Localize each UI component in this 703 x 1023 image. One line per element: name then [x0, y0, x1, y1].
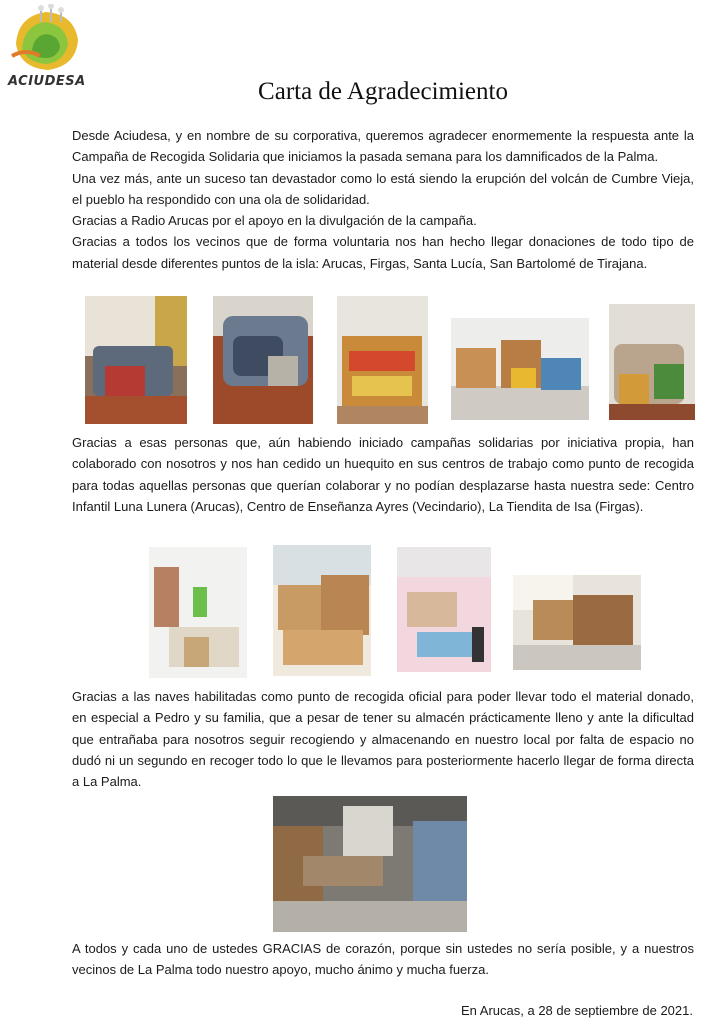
- donations-photo-4: [451, 318, 589, 420]
- donations-photo-1: [85, 296, 187, 424]
- donations-photo-5: [609, 304, 695, 420]
- collection-point-photo-2: [273, 545, 371, 676]
- collection-point-photo-1: [149, 547, 247, 678]
- page-title: Carta de Agradecimiento: [258, 78, 508, 105]
- paragraph-collection-points: Gracias a esas personas que, aún habiendo iniciado campañas solidarias por iniciativa propia, han colaborado con nosotros y nos han cedido un huequito en sus centros de trabajo como punto de recogida para todas aquellas personas que querían colaborar y no podían desplazarse hasta nuestra sede: Centro Infantil Luna Lunera (Arucas), Centro de Enseñanza Ayres (Vecindario), La Tiendita de Isa (Firgas).: [72, 435, 694, 514]
- date-line: En Arucas, a 28 de septiembre de 2021.: [461, 1003, 693, 1018]
- paragraph-warehouses: Gracias a las naves habilitadas como punto de recogida oficial para poder llevar todo el material donado, en especial a Pedro y su familia, que a pesar de tener su almacén prácticamente lleno y ante la dificultad que entrañaba para nosotros seguir recogiendo y almacenando en nuestro local por falta de espacio no dudó ni un segundo en recoger todo lo que le llevamos para posteriormente hacerlo llegar de forma directa a La Palma.: [72, 689, 694, 790]
- donations-photo-3: [337, 296, 428, 424]
- warehouse-photo: [273, 796, 467, 932]
- logo-text: ACIUDESA: [8, 74, 86, 89]
- intro-paragraph-1: Desde Aciudesa, y en nombre de su corporativa, queremos agradecer enormemente la respuesta ante la Campaña de Recogida Solidaria que iniciamos la pasada semana para los damnificados de la Palma.: [72, 128, 694, 165]
- logo-emblem-icon: [6, 4, 86, 76]
- intro-section: [72, 125, 694, 274]
- intro-paragraph-3: Gracias a Radio Arucas por el apoyo en la divulgación de la campaña.: [72, 213, 477, 229]
- collection-point-photo-4: [513, 575, 641, 670]
- intro-paragraph-4: Gracias a todos los vecinos que de forma voluntaria nos han hecho llegar donaciones de todo tipo de material desde diferentes puntos de la isla: Arucas, Firgas, Santa Lucía, San Bartolomé de Tirajana.: [72, 234, 694, 271]
- donations-photo-2: [213, 296, 313, 424]
- intro-paragraph-2: Una vez más, ante un suceso tan devastador como lo está siendo la erupción del volcán de Cumbre Vieja, el pueblo ha respondido con una ola de solidaridad.: [72, 170, 694, 207]
- collection-point-photo-3: [397, 547, 491, 672]
- closing-paragraph: A todos y cada uno de ustedes GRACIAS de corazón, porque sin ustedes no sería posible, y a nuestros vecinos de La Palma todo nuestro apoyo, mucho ánimo y mucha fuerza.: [72, 941, 694, 978]
